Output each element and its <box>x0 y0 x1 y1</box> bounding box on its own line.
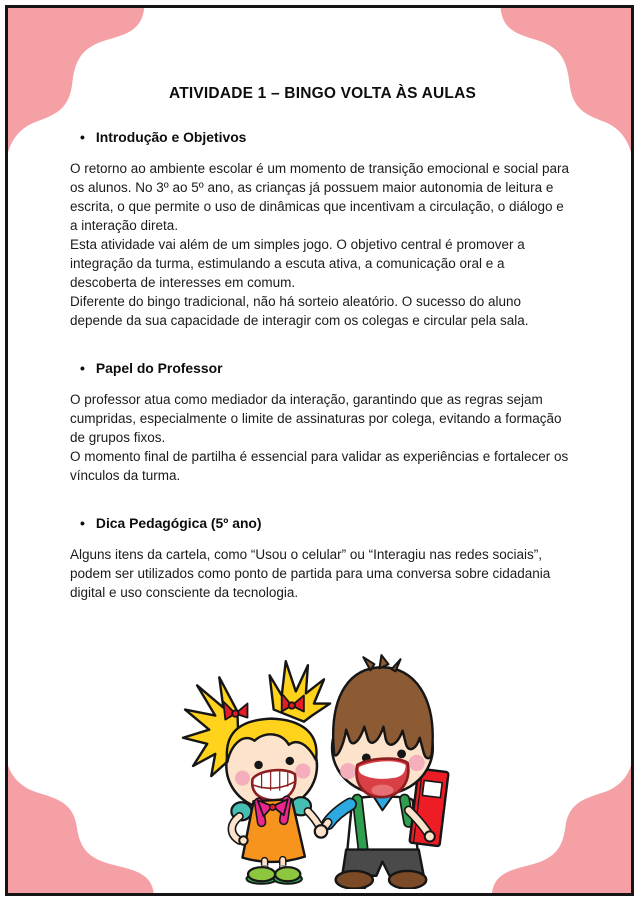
paragraph: Diferente do bingo tradicional, não há sorteio aleatório. O sucesso do aluno depende da sua capacidade de interagir com os colegas e circular pela sala. <box>70 294 529 328</box>
corner-blob-bottom-left-icon <box>7 759 161 894</box>
paragraph: Alguns itens da cartela, como “Usou o celular” ou “Interagiu nas redes sociais”, podem ser utilizados como ponto de partida para uma conversa sobre cidadania digital e uso consciente da tecnologia. <box>70 547 551 600</box>
section-heading <box>70 359 575 378</box>
section-introducao-objetivos <box>70 128 575 330</box>
page-border-frame <box>5 5 634 896</box>
paragraph: Esta atividade vai além de um simples jogo. O objetivo central é promover a integração da turma, estimulando a escuta ativa, a comunicação oral e a descoberta de interesses em comum. <box>70 237 525 290</box>
section-dica-pedagogica <box>70 514 575 602</box>
section-paragraphs <box>70 545 575 602</box>
section-papel-do-professor <box>70 359 575 485</box>
section-heading-label: Introdução e Objetivos <box>95 129 247 145</box>
bullet-icon: • <box>80 360 85 376</box>
children-illustration <box>179 653 461 889</box>
section-paragraphs <box>70 390 575 485</box>
bullet-icon: • <box>80 129 85 145</box>
bullet-icon: • <box>80 515 85 531</box>
section-heading <box>70 128 575 147</box>
corner-blob-bottom-right-icon <box>485 759 632 894</box>
paragraph: O momento final de partilha é essencial para validar as experiências e fortalecer os vínculos da turma. <box>70 449 569 483</box>
paragraph: O retorno ao ambiente escolar é um momento de transição emocional e social para os alunos. No 3º ao 5º ano, as crianças já possuem maior autonomia de leitura e escrita, o que permite o uso de dinâmicas que incentivam a circulação, o diálogo e a interação direta. <box>70 161 570 233</box>
document-content <box>8 8 631 602</box>
section-paragraphs <box>70 159 575 330</box>
page-title: ATIVIDADE 1 – BINGO VOLTA ÀS AULAS <box>168 85 477 102</box>
section-heading <box>70 514 575 533</box>
paragraph: O professor atua como mediador da interação, garantindo que as regras sejam cumpridas, especialmente o limite de assinaturas por colega, evitando a formação de grupos fixos. <box>70 392 562 445</box>
section-heading-label: Papel do Professor <box>95 360 223 376</box>
section-heading-label: Dica Pedagógica (5º ano) <box>95 515 262 531</box>
